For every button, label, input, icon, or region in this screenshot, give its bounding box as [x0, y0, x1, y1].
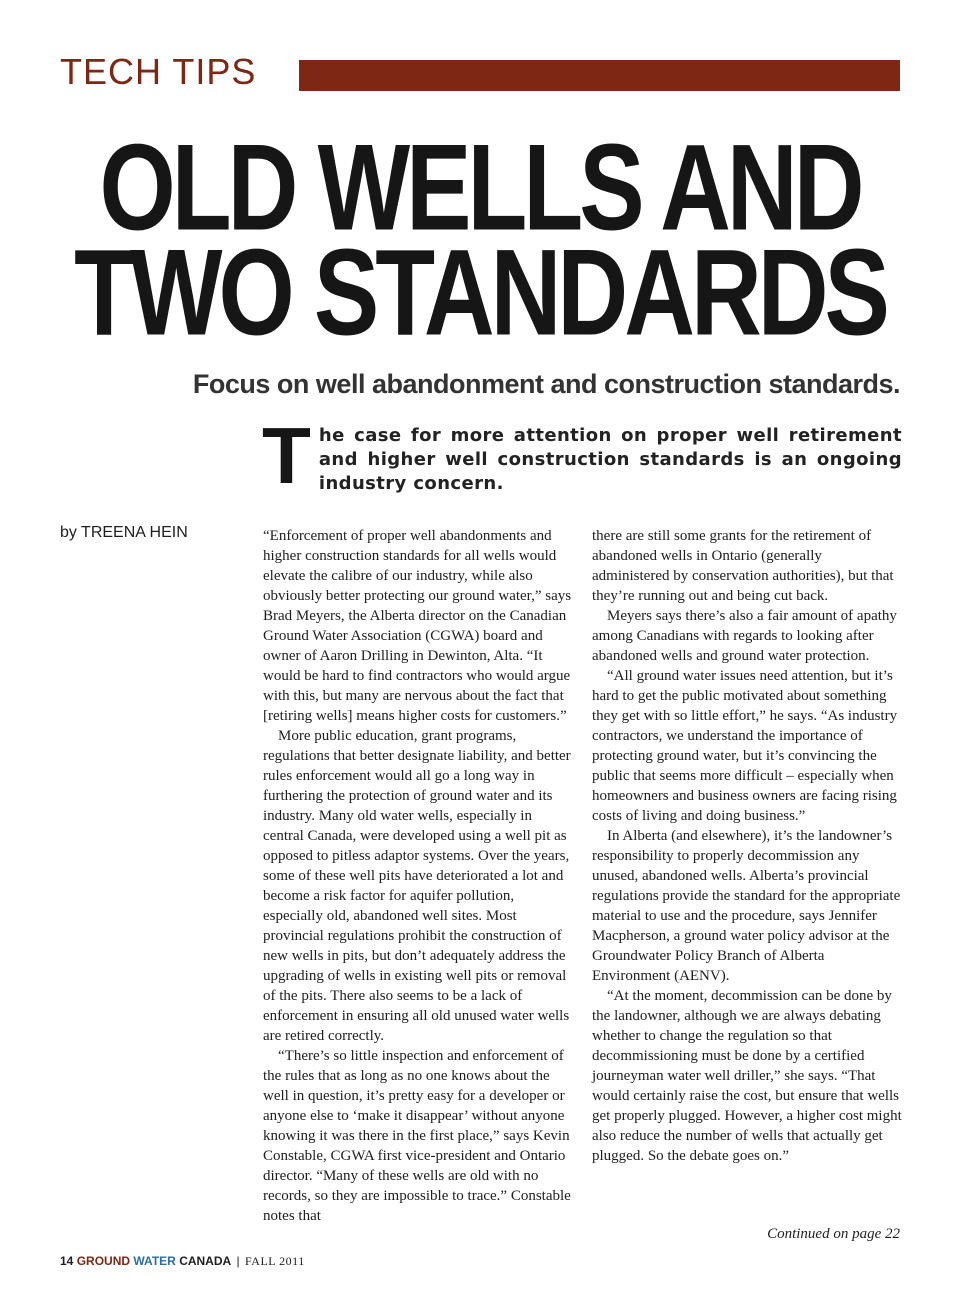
page-number: 14: [60, 1254, 74, 1268]
section-label: TECH TIPS: [60, 51, 257, 92]
drop-cap: T: [262, 411, 311, 500]
body-paragraph: Meyers says there’s also a fair amount of apathy among Canadians with regards to looking after abandoned wells and ground water protection.: [592, 608, 897, 664]
body-paragraph: “There’s so little inspection and enforcement of the rules that as long as no one knows about the well in question, it’s pretty easy for a developer or anyone else to ‘make it disappear’ without anyone knowing it was there in the first place,” says Kevin Constable, CGWA first vice-president and Ontario director. “Many of these wells are old with no records, so they are impossible to trace.” Constable notes that: [263, 1048, 571, 1224]
issue-date: FALL 2011: [245, 1254, 305, 1268]
deck-subtitle: Focus on well abandonment and construction standards.: [192, 369, 900, 399]
body-column-1: [263, 526, 573, 1226]
body-paragraph: there are still some grants for the retirement of abandoned wells in Ontario (generally administered by conservation authorities), but that they’re running out and being cut back.: [592, 528, 894, 604]
magazine-name-water: WATER: [133, 1254, 176, 1268]
continued-note: Continued on page 22: [767, 1226, 900, 1242]
body-paragraph: “Enforcement of proper well abandonments and higher construction standards for all wells would elevate the calibre of our industry, while also obviously better protecting our ground water,” says Brad Meyers, the Alberta director on the Canadian Ground Water Association (CGWA) board and owner of Aaron Drilling in Dewinton, Alta. “It would be hard to find contractors who would argue with this, but many are nervous about the fact that [retiring wells] means higher costs for customers.”: [263, 528, 572, 724]
body-paragraph: “At the moment, decommission can be done by the landowner, although we are always debating whether to change the regulation so that decommissioning must be done by a certified journeyman water well driller,” she says. “That would certainly raise the cost, but ensure that wells get properly plugged. However, a higher cost might also reduce the number of wells that actually get plugged. So the debate goes on.”: [592, 988, 902, 1164]
headline-line-1: OLD WELLS AND: [99, 118, 861, 256]
magazine-name-ground: GROUND: [76, 1254, 131, 1268]
section-rule-bar: [299, 60, 900, 91]
intro-text: he case for more attention on proper well retirement and higher well construction standards is an ongoing industry concern.: [318, 425, 902, 494]
body-paragraph: “All ground water issues need attention, but it’s hard to get the public motivated about something they get with so little effort,” he says. “As industry contractors, we understand the importance of protecting ground water, but it’s convincing the public that seems more difficult – especially when homeowners and business owners are facing rising costs of living and doing business.”: [592, 668, 898, 824]
intro-paragraph: [262, 411, 902, 500]
body-paragraph: More public education, grant programs, regulations that better designate liability, and better rules enforcement would all go a long way in furthering the protection of ground water and its industry. Many old water wells, especially in central Canada, were developed using a well pit as opposed to pitless adaptor systems. Over the years, some of these well pits have deteriorated a lot and become a risk factor for aquifer pollution, especially old, abandoned well sites. Most provincial regulations prohibit the construction of new wells in pits, but don’t adequately address the upgrading of wells in existing well pits or removal of the pits. There also seems to be a lack of enforcement in ensuring all old unused water wells are retired correctly.: [263, 728, 571, 1044]
footer-separator: |: [236, 1254, 240, 1268]
body-paragraph: In Alberta (and elsewhere), it’s the landowner’s responsibility to properly decommission any unused, abandoned wells. Alberta’s provincial regulations provide the standard for the appropriate material to use and the procedure, says Jennifer Macpherson, a ground water policy advisor at the Groundwater Policy Branch of Alberta Environment (AENV).: [592, 828, 901, 984]
magazine-name-canada: CANADA: [179, 1254, 232, 1268]
body-column-2: [592, 526, 902, 1166]
byline: by TREENA HEIN: [60, 524, 188, 541]
headline-line-2: TWO STANDARDS: [74, 223, 886, 361]
page-footer: [60, 1254, 305, 1269]
